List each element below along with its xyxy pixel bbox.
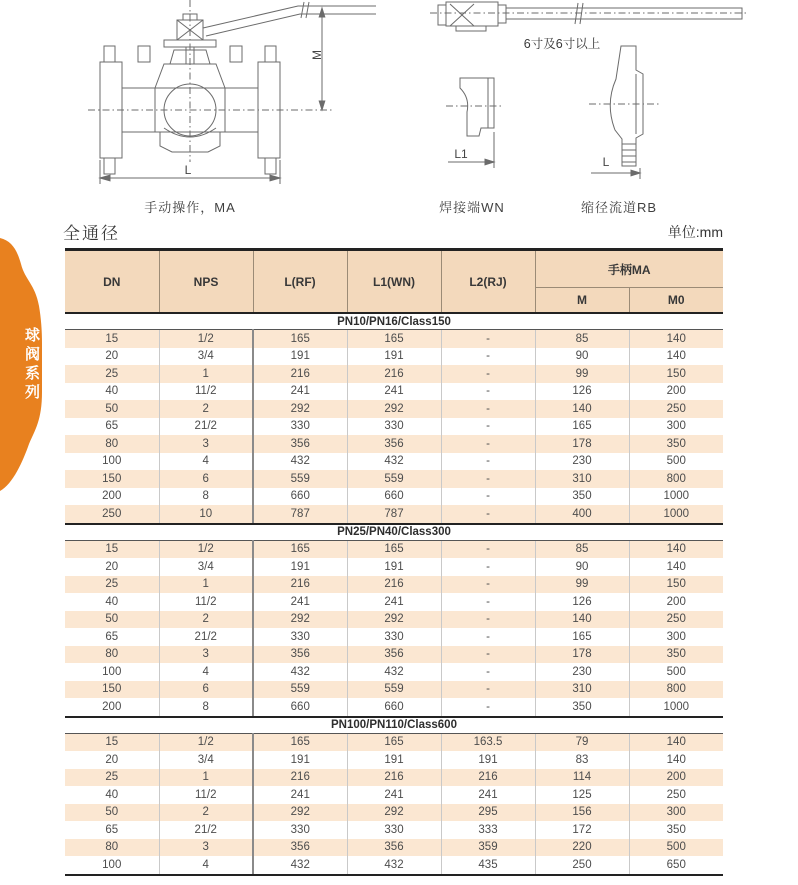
table-cell: - [441,576,535,594]
table-cell: 300 [629,804,723,822]
table-cell: 191 [347,348,441,366]
handle-extension-drawing [430,0,750,32]
table-cell: 559 [347,470,441,488]
table-cell: - [441,628,535,646]
table-cell: 2 [159,400,253,418]
table-cell: 3 [159,435,253,453]
table-row [65,856,723,875]
table-cell: 356 [253,435,347,453]
table-cell: 50 [105,613,119,626]
table-cell: 330 [347,628,441,646]
table-cell: 99 [535,365,629,383]
table-row [65,839,723,857]
table-cell: 140 [535,611,629,629]
table-cell: 40 [105,595,119,608]
table-cell: 178 [535,435,629,453]
table-cell: 310 [535,681,629,699]
table-cell: - [441,611,535,629]
column-header-handle-group: 手柄MA [535,250,723,288]
table-cell: 40 [105,385,119,398]
table-cell: 330 [253,821,347,839]
table-cell: 241 [253,593,347,611]
table-cell: 21/2 [159,821,253,839]
table-cell: 292 [347,611,441,629]
table-cell: 191 [347,751,441,769]
weld-end-caption: 焊接端WN [439,200,505,215]
table-cell: 220 [535,839,629,857]
table-cell: 1/2 [159,330,253,348]
table-cell: 500 [629,453,723,471]
reduced-bore-caption: 缩径流道RB [580,200,658,215]
table-cell: 356 [253,839,347,857]
table-cell: 356 [347,646,441,664]
table-row [65,558,723,576]
table-cell: 191 [253,751,347,769]
table-cell: 90 [535,348,629,366]
table-cell: 800 [629,470,723,488]
table-cell: 150 [629,365,723,383]
table-cell: 241 [347,786,441,804]
table-cell: 350 [629,821,723,839]
dim-label-l: L [184,163,192,177]
table-row [65,540,723,558]
table-cell: 200 [629,593,723,611]
table-row [65,769,723,787]
table-cell: 25 [105,578,119,591]
table-cell: 216 [347,769,441,787]
dim-label-l-rb: L [602,155,610,169]
table-cell: - [441,505,535,524]
table-cell: 660 [253,488,347,506]
table-cell: 4 [159,453,253,471]
table-cell: 3 [159,646,253,664]
table-cell: 432 [253,663,347,681]
table-cell: 6 [159,681,253,699]
table-cell: 65 [105,630,119,643]
table-cell: 787 [347,505,441,524]
table-cell: 432 [347,453,441,471]
table-cell: - [441,593,535,611]
table-row [65,348,723,366]
table-cell: 432 [253,453,347,471]
table-cell: 165 [347,330,441,348]
column-subheader: M [535,288,629,314]
table-row [65,681,723,699]
table-cell: 660 [253,698,347,717]
table-cell: 435 [441,856,535,875]
column-header: NPS [159,250,253,314]
table-cell: 126 [535,383,629,401]
table-cell: 165 [535,418,629,436]
table-cell: 80 [105,437,119,450]
table-body [65,313,723,875]
table-cell: 1000 [629,488,723,506]
dim-label-l1: L1 [454,147,468,161]
table-cell: 20 [105,753,119,766]
table-cell: - [441,470,535,488]
table-cell: - [441,348,535,366]
table-cell: 165 [347,540,441,558]
table-cell: 800 [629,681,723,699]
table-cell: 15 [105,332,119,345]
table-cell: 432 [347,663,441,681]
table-row [65,804,723,822]
table-cell: 356 [347,435,441,453]
table-cell: - [441,365,535,383]
table-cell: 295 [441,804,535,822]
table-cell: 330 [253,418,347,436]
table-cell: 2 [159,804,253,822]
table-row [65,698,723,717]
table-cell: 3/4 [159,751,253,769]
table-cell: 250 [65,505,159,524]
table-cell: 165 [253,540,347,558]
table-cell: 50 [105,402,119,415]
table-cell: 216 [441,769,535,787]
section-band [65,524,723,541]
table-cell: 200 [102,490,122,503]
table-cell: 292 [253,804,347,822]
table-cell: 2 [159,611,253,629]
table-cell: - [441,540,535,558]
table-cell: 1 [159,769,253,787]
table-cell: - [441,400,535,418]
table-cell: 20 [105,350,119,363]
table-row [65,786,723,804]
table-cell: 292 [253,611,347,629]
table-row [65,628,723,646]
table-cell: 140 [535,400,629,418]
table-cell: - [441,383,535,401]
table-cell: 200 [629,383,723,401]
table-cell: 25 [105,367,119,380]
table-cell: 140 [629,348,723,366]
table-cell: 85 [535,540,629,558]
table-cell: 165 [347,733,441,751]
table-cell: 150 [102,683,122,696]
table-cell: 250 [629,400,723,418]
table-cell: 8 [159,698,253,717]
table-cell: 140 [629,558,723,576]
table-row [65,330,723,348]
unit-label: 单位:mm [667,224,723,240]
table-cell: 300 [629,418,723,436]
column-header: L1(WN) [347,250,441,314]
table-cell: 500 [629,839,723,857]
table-cell: 310 [535,470,629,488]
table-cell: 350 [535,698,629,717]
table-cell: 8 [159,488,253,506]
table-row [65,663,723,681]
table-cell: 11/2 [159,383,253,401]
table-cell: 191 [441,751,535,769]
table-cell: 330 [253,628,347,646]
table-cell: 330 [347,418,441,436]
table-cell: 216 [253,576,347,594]
table-cell: - [441,663,535,681]
table-cell: 20 [105,560,119,573]
table-cell: 200 [65,698,159,717]
table-cell: 79 [535,733,629,751]
table-cell: 100 [102,665,122,678]
table-cell: 172 [535,821,629,839]
section-title: PN100/PN110/Class600 [65,717,723,734]
column-header: DN [65,250,159,314]
table-cell: 150 [629,576,723,594]
column-subheader: M0 [629,288,723,314]
table-cell: 65 [105,823,119,836]
table-cell: 3/4 [159,558,253,576]
table-cell: 216 [347,576,441,594]
table-cell: 83 [535,751,629,769]
table-cell: 292 [347,804,441,822]
table-cell: 140 [629,733,723,751]
table-cell: 15 [105,543,119,556]
table-cell: 21/2 [159,628,253,646]
table-cell: - [441,330,535,348]
table-row [65,821,723,839]
table-cell: 140 [629,751,723,769]
table-cell: 1000 [629,505,723,524]
table-cell: 191 [347,558,441,576]
table-cell: 126 [535,593,629,611]
table-cell: 216 [253,769,347,787]
table-cell: 660 [347,488,441,506]
table-cell: 350 [629,646,723,664]
table-cell: 333 [441,821,535,839]
table-row [65,505,723,524]
table-cell: 3 [159,839,253,857]
table-cell: 150 [102,472,122,485]
table-cell: 241 [347,383,441,401]
table-cell: 80 [105,648,119,661]
table-row [65,383,723,401]
table-cell: 250 [629,786,723,804]
table-row [65,470,723,488]
dimensions-table [65,248,723,876]
table-cell: 350 [535,488,629,506]
table-cell: 432 [253,856,347,875]
table-cell: - [441,646,535,664]
table-cell: 163.5 [441,733,535,751]
table-cell: - [441,558,535,576]
table-cell: 200 [629,769,723,787]
table-cell: 90 [535,558,629,576]
table-cell: 241 [441,786,535,804]
table-cell: 241 [347,593,441,611]
table-cell: - [441,418,535,436]
table-cell: 330 [347,821,441,839]
table-cell: 165 [253,733,347,751]
table-cell: - [441,488,535,506]
manual-operation-caption: 手动操作，MA [144,200,236,215]
table-cell: 156 [535,804,629,822]
column-header: L2(RJ) [441,250,535,314]
valve-front-drawing [60,0,380,192]
section-band [65,313,723,330]
table-cell: 114 [535,769,629,787]
table-row [65,733,723,751]
table-cell: 350 [629,435,723,453]
bore-type-heading: 全通径 [63,224,120,243]
table-cell: 559 [347,681,441,699]
table-cell: 660 [347,698,441,717]
table-row [65,646,723,664]
table-cell: - [441,698,535,717]
table-cell: 100 [65,856,159,875]
table-cell: - [441,453,535,471]
table-cell: 80 [105,841,119,854]
table-cell: 11/2 [159,593,253,611]
table-cell: 359 [441,839,535,857]
table-cell: 559 [253,681,347,699]
table-cell: 1 [159,365,253,383]
table-cell: 230 [535,453,629,471]
table-cell: 559 [253,470,347,488]
table-cell: 250 [629,611,723,629]
table-cell: 100 [102,455,122,468]
column-header: L(RF) [253,250,347,314]
table-cell: 125 [535,786,629,804]
table-cell: 21/2 [159,418,253,436]
table-row [65,611,723,629]
table-cell: 650 [629,856,723,875]
table-cell: 432 [347,856,441,875]
table-cell: 216 [253,365,347,383]
table-cell: 191 [253,558,347,576]
extension-size-note: 6寸及6寸以上 [523,37,601,51]
table-cell: 292 [253,400,347,418]
table-row [65,751,723,769]
table-cell: 4 [159,663,253,681]
table-cell: 292 [347,400,441,418]
table-cell: 85 [535,330,629,348]
section-title: PN10/PN16/Class150 [65,313,723,330]
table-cell: 178 [535,646,629,664]
table-cell: 4 [159,856,253,875]
table-cell: 216 [347,365,441,383]
table-cell: 25 [105,771,119,784]
table-row [65,576,723,594]
table-cell: 1 [159,576,253,594]
table-cell: 165 [535,628,629,646]
table-cell: 65 [105,420,119,433]
table-cell: 356 [253,646,347,664]
table-row [65,488,723,506]
table-row [65,365,723,383]
sidebar-series-label: 球阀系列 [23,327,40,403]
table-cell: 400 [535,505,629,524]
table-cell: 140 [629,330,723,348]
table-cell: 230 [535,663,629,681]
table-cell: 15 [105,736,119,749]
table-cell: - [441,681,535,699]
section-band [65,717,723,734]
table-cell: 11/2 [159,786,253,804]
table-cell: 241 [253,786,347,804]
table-cell: 99 [535,576,629,594]
table-cell: 787 [253,505,347,524]
table-cell: 165 [253,330,347,348]
table-cell: 1000 [629,698,723,717]
table-cell: 250 [535,856,629,875]
table-cell: 500 [629,663,723,681]
dim-label-m: M [310,50,324,60]
table-cell: 191 [253,348,347,366]
table-cell: - [441,435,535,453]
table-row [65,593,723,611]
table-cell: 356 [347,839,441,857]
table-cell: 10 [159,505,253,524]
table-cell: 1/2 [159,733,253,751]
table-row [65,400,723,418]
table-header [65,250,723,314]
table-row [65,453,723,471]
table-cell: 40 [105,788,119,801]
table-row [65,435,723,453]
table-cell: 1/2 [159,540,253,558]
table-cell: 6 [159,470,253,488]
section-title: PN25/PN40/Class300 [65,524,723,541]
table-cell: 50 [105,806,119,819]
table-cell: 3/4 [159,348,253,366]
table-cell: 140 [629,540,723,558]
table-row [65,418,723,436]
table-cell: 300 [629,628,723,646]
table-cell: 241 [253,383,347,401]
